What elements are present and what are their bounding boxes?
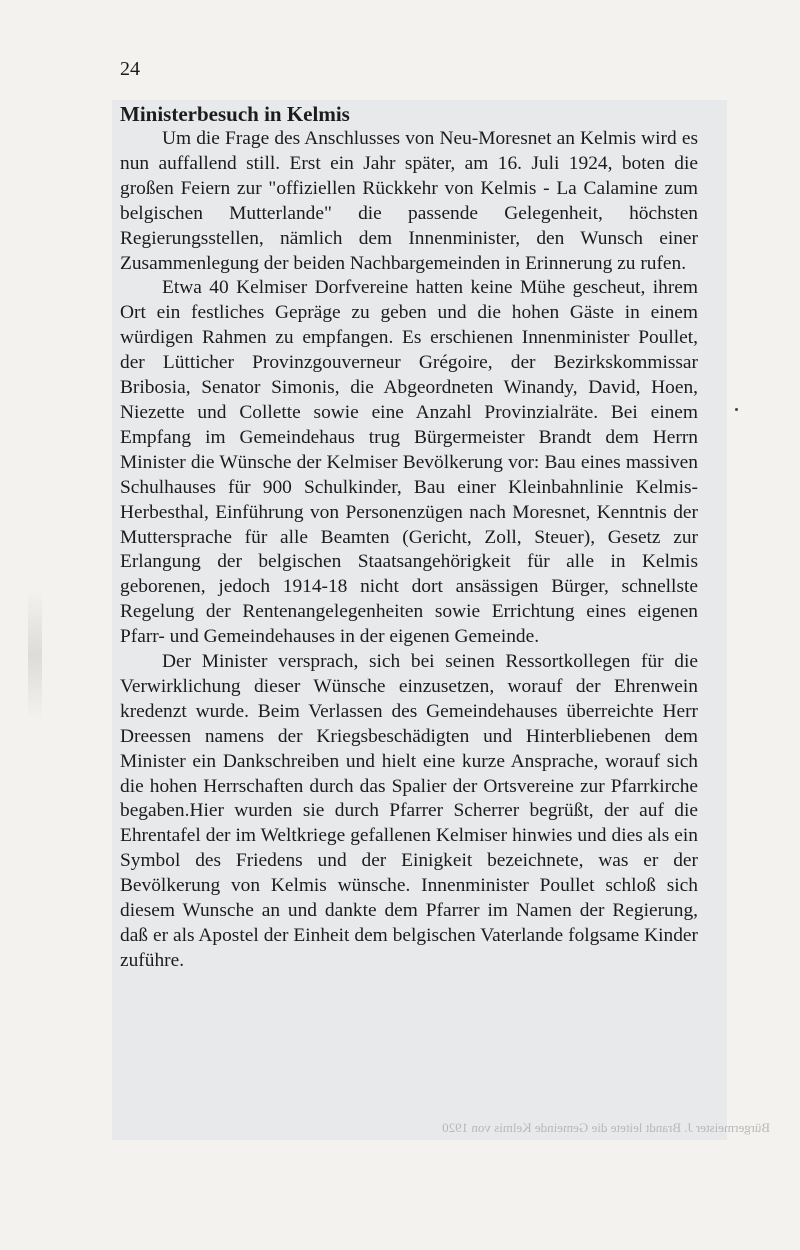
paragraph: Etwa 40 Kelmiser Dorfvereine hatten keine Mühe gescheut, ihrem Ort ein festliches Gepräge zu geben und die hohen Gäste in einem würdigen Rahmen zu empfangen. Es erschienen Innenminister Poullet, der Lütticher Provinzgouverneur Grégoire, der Bezirkskommissar Bribosia, Senator Simonis, die Abgeordneten Winandy, David, Hoen, Niezette und Collette sowie eine Anzahl Provinzialräte. Bei einem Empfang im Gemeindehaus trug Bürgermeister Brandt dem Herrn Minister die Wünsche der Kelmiser Bevölkerung vor: Bau eines massiven Schulhauses für 900 Schulkinder, Bau einer Kleinbahnlinie Kelmis-Herbesthal, Einführung von Personenzügen nach Moresnet, Kenntnis der Muttersprache für alle Beamten (Gericht, Zoll, Steuer), Gesetz zur Erlangung der belgischen Staatsangehörigkeit für alle in Kelmis geborenen, jedoch 1914-18 nicht dort ansässigen Bürger, schnellste Regelung der Rentenangelegenheiten sowie Errichtung eines eigenen Pfarr- und Gemeindehauses in der eigenen Gemeinde.: [120, 277, 698, 648]
paragraph: Um die Frage des Anschlusses von Neu-Moresnet an Kelmis wird es nun auffallend still. Erst ein Jahr später, am 16. Juli 1924, boten die großen Feiern zur "offiziellen Rückkehr von Kelmis - La Calamine zum belgischen Mutterlande" die passende Gelegenheit, höchsten Regierungsstellen, nämlich dem Innenminister, den Wunsch einer Zusammenlegung der beiden Nachbargemeinden in Erinnerung zu rufen.: [120, 128, 698, 274]
bleed-through-text: Bürgermeister J. Brandt leitete die Gemeinde Kelmis von 1920: [442, 1120, 770, 1135]
scan-artifact: [28, 590, 42, 720]
page-number: 24: [120, 58, 140, 80]
article-body: [120, 102, 698, 974]
scan-dot: [735, 408, 738, 411]
paragraph: Der Minister versprach, sich bei seinen Ressortkollegen für die Verwirklichung dieser Wünsche einzusetzen, worauf der Ehrenwein kredenzt wurde. Beim Verlassen des Gemeindehauses überreichte Herr Dreessen namens der Kriegsbeschädigten und Hinterbliebenen dem Minister ein Dankschreiben und hielt eine kurze Ansprache, worauf sich die hohen Herrschaften durch das Spalier der Ortsvereine zur Pfarrkirche begaben.Hier wurden sie durch Pfarrer Scherrer begrüßt, der auf die Ehrentafel der im Weltkriege gefallenen Kelmiser hinwies und dies als ein Symbol des Friedens und der Einigkeit bezeichnete, was er der Bevölkerung von Kelmis wünsche. Innenminister Poullet schloß sich diesem Wunsche an und dankte dem Pfarrer im Namen der Regierung, daß er als Apostel der Einheit dem belgischen Vaterlande folgsame Kinder zuführe.: [120, 651, 698, 971]
section-heading: Ministerbesuch in Kelmis: [120, 102, 350, 126]
